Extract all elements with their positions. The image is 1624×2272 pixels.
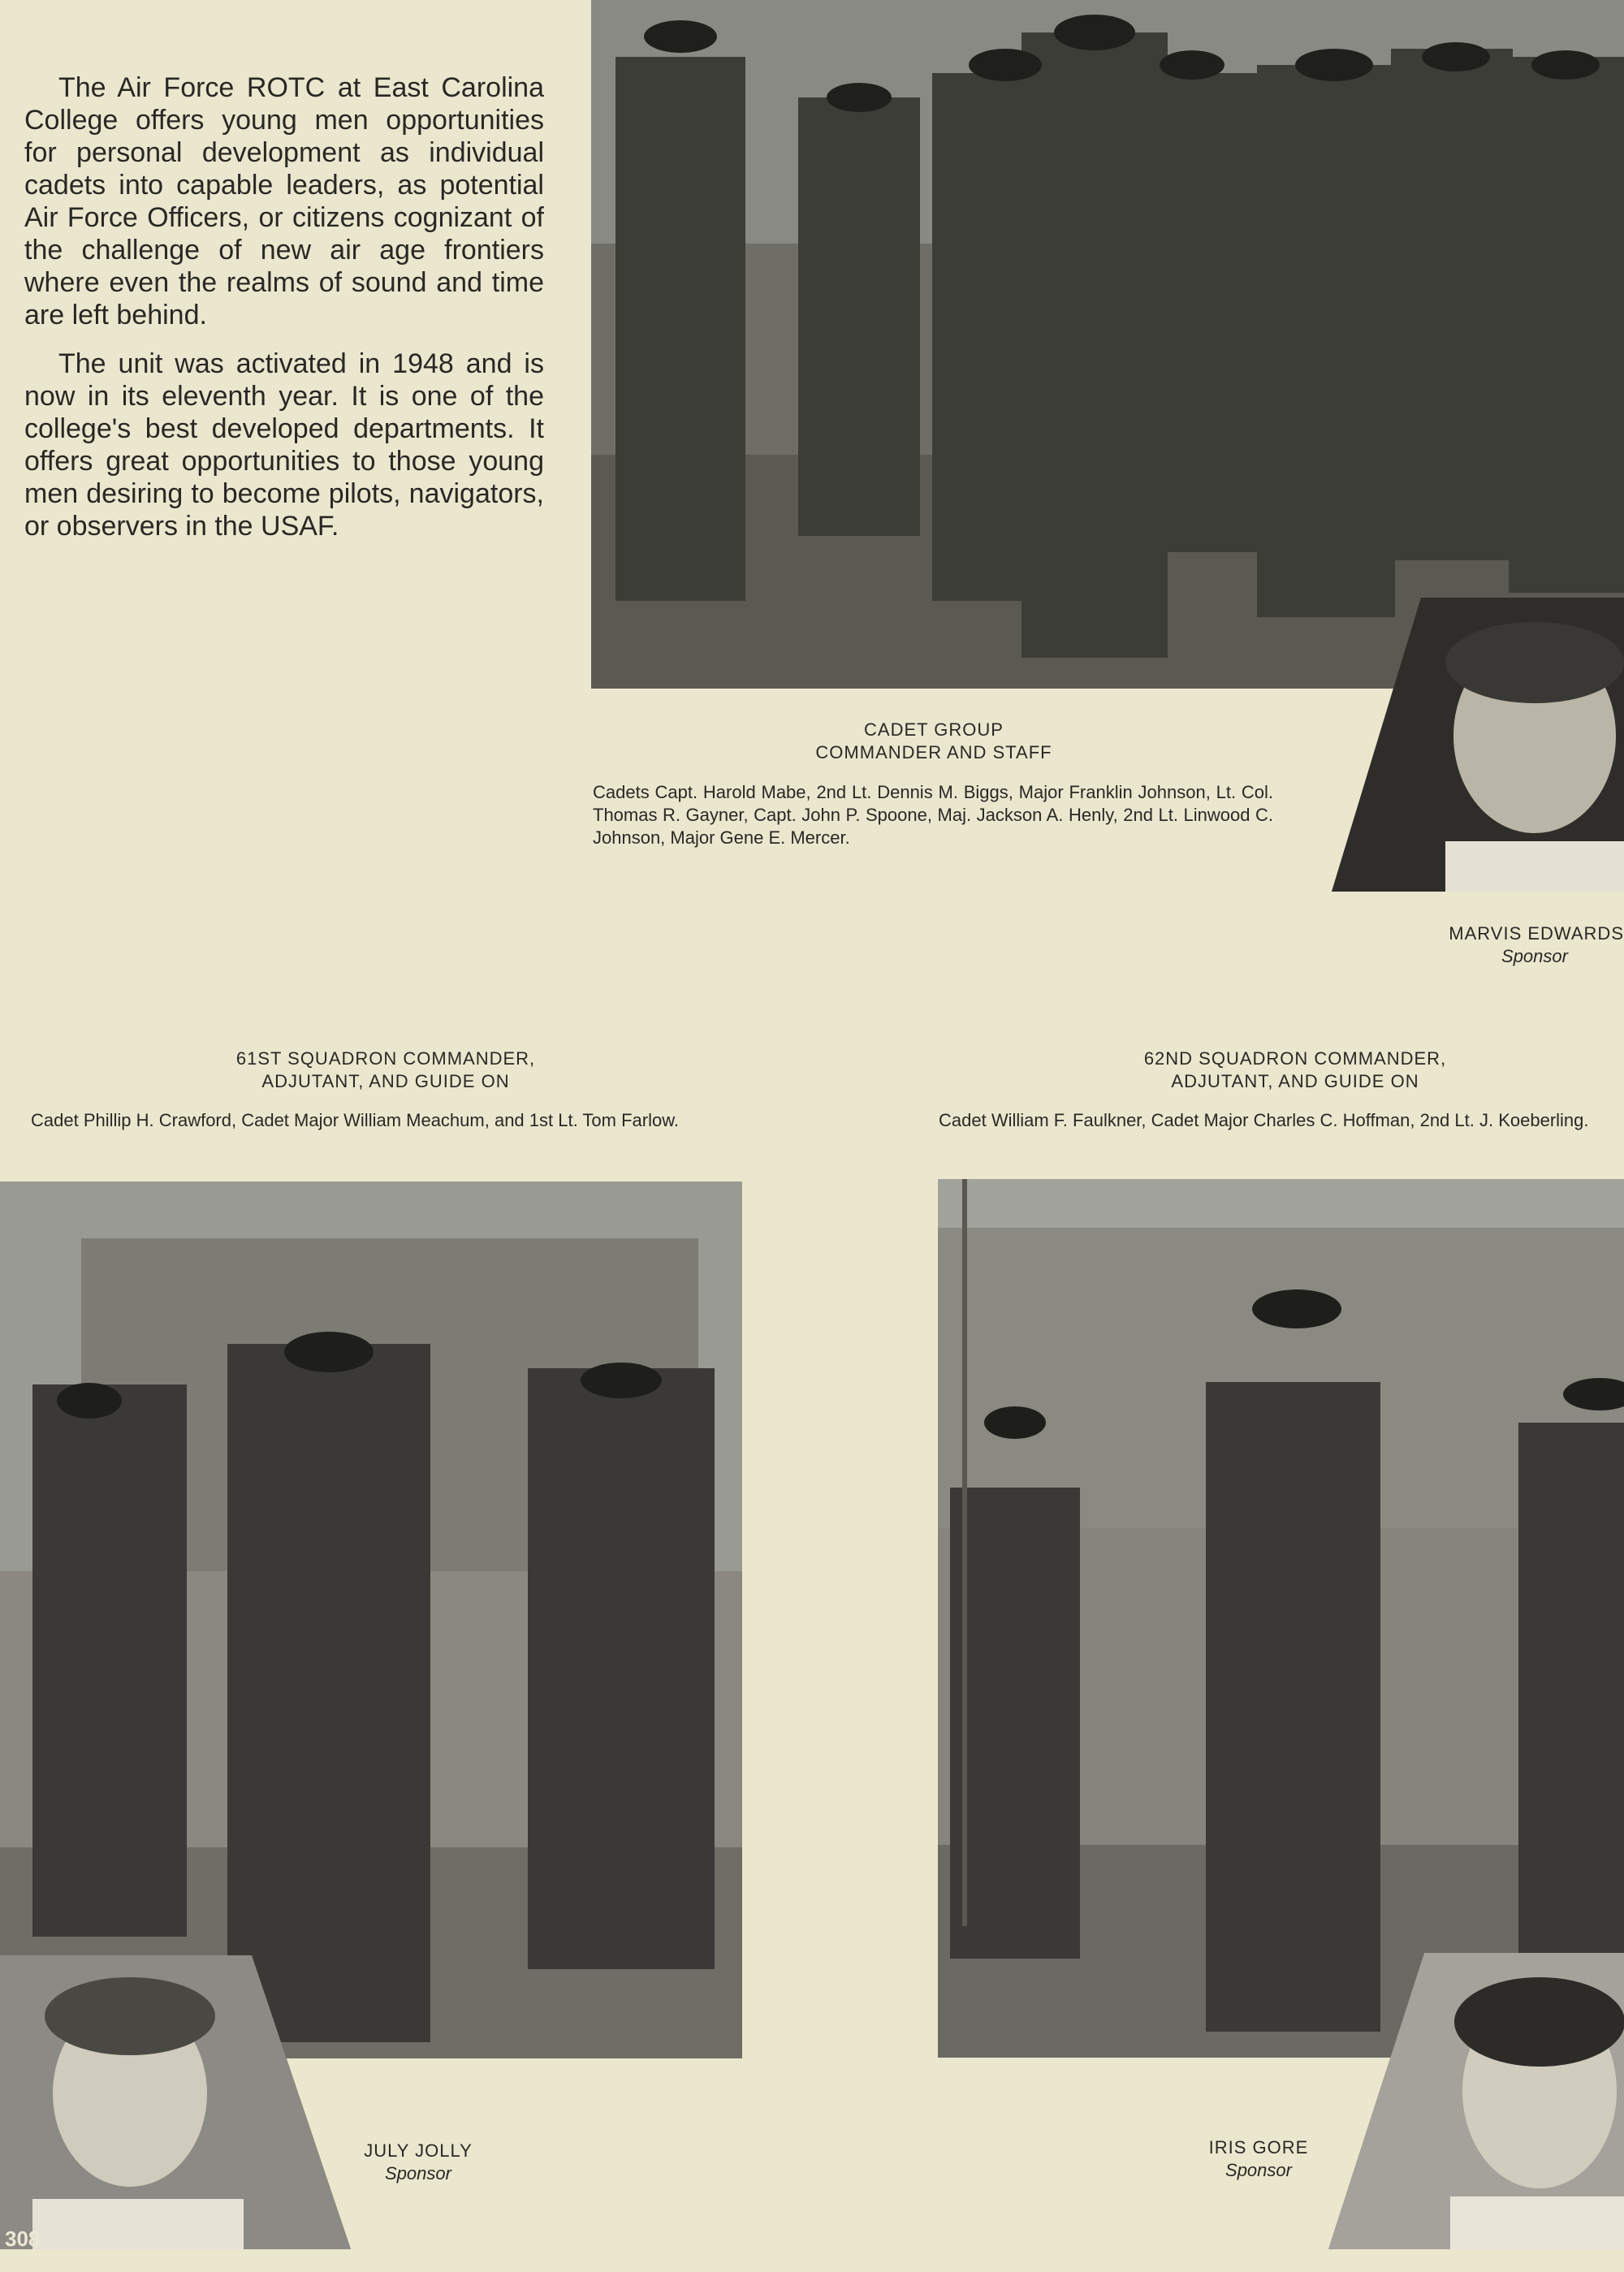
sponsor-role-marvis-edwards: Sponsor — [1501, 946, 1568, 966]
sponsor-name-iris-gore: IRIS GORE — [1208, 2137, 1309, 2158]
group-staff-photo — [591, 0, 1624, 689]
page-number: 308 — [5, 2227, 41, 2251]
sponsor-role-july-jolly: Sponsor — [385, 2163, 451, 2183]
intro-paragraph-2: The unit was activated in 1948 and is now in its eleventh year. It is one of the college's best developed departments. It offers great opportunities to those young men desiring to become pilots, navigators, or observers in the USAF. — [24, 348, 544, 542]
squadron-61-photo — [0, 1181, 742, 2058]
sponsor-name-july-jolly: JULY JOLLY — [364, 2140, 473, 2161]
squadron-61-title — [219, 1047, 552, 1093]
group-staff-title-line2: COMMANDER AND STAFF — [815, 742, 1052, 762]
squadron-62-title-line1: 62ND SQUADRON COMMANDER, — [1143, 1048, 1447, 1069]
squadron-62-title-line2: ADJUTANT, AND GUIDE ON — [1171, 1071, 1419, 1091]
sponsor-role-iris-gore: Sponsor — [1225, 2160, 1292, 2180]
squadron-62-caption: Cadet William F. Faulkner, Cadet Major Charles C. Hoffman, 2nd Lt. J. Koeberling. — [939, 1110, 1589, 1130]
intro-paragraph-1: The Air Force ROTC at East Carolina College offers young men opportunities for personal development as individual cadets into capable leaders, as potential Air Force Officers, or citizens cognizant of the challenge of new air age frontiers where even the realms of sound and time are left behind. — [24, 72, 544, 330]
squadron-62-title — [1125, 1047, 1466, 1093]
squadron-61-title-line1: 61ST SQUADRON COMMANDER, — [235, 1048, 536, 1069]
group-staff-caption: Cadets Capt. Harold Mabe, 2nd Lt. Dennis M. Biggs, Major Franklin Johnson, Lt. Col. Thomas R. Gayner, Capt. John P. Spoone, Maj. Jackson A. Henly, 2nd Lt. Linwood C. Johnson, Major Gene E. Mercer. — [593, 782, 1273, 848]
squadron-61-caption: Cadet Phillip H. Crawford, Cadet Major William Meachum, and 1st Lt. Tom Farlow. — [31, 1110, 679, 1130]
sponsor-name-marvis-edwards: MARVIS EDWARDS — [1449, 923, 1624, 944]
intro-text — [24, 71, 544, 559]
squadron-61-title-line2: ADJUTANT, AND GUIDE ON — [261, 1071, 510, 1091]
squadron-62-photo — [938, 1179, 1624, 2058]
group-staff-title-line1: CADET GROUP — [864, 719, 1004, 740]
group-staff-title — [796, 719, 1072, 764]
